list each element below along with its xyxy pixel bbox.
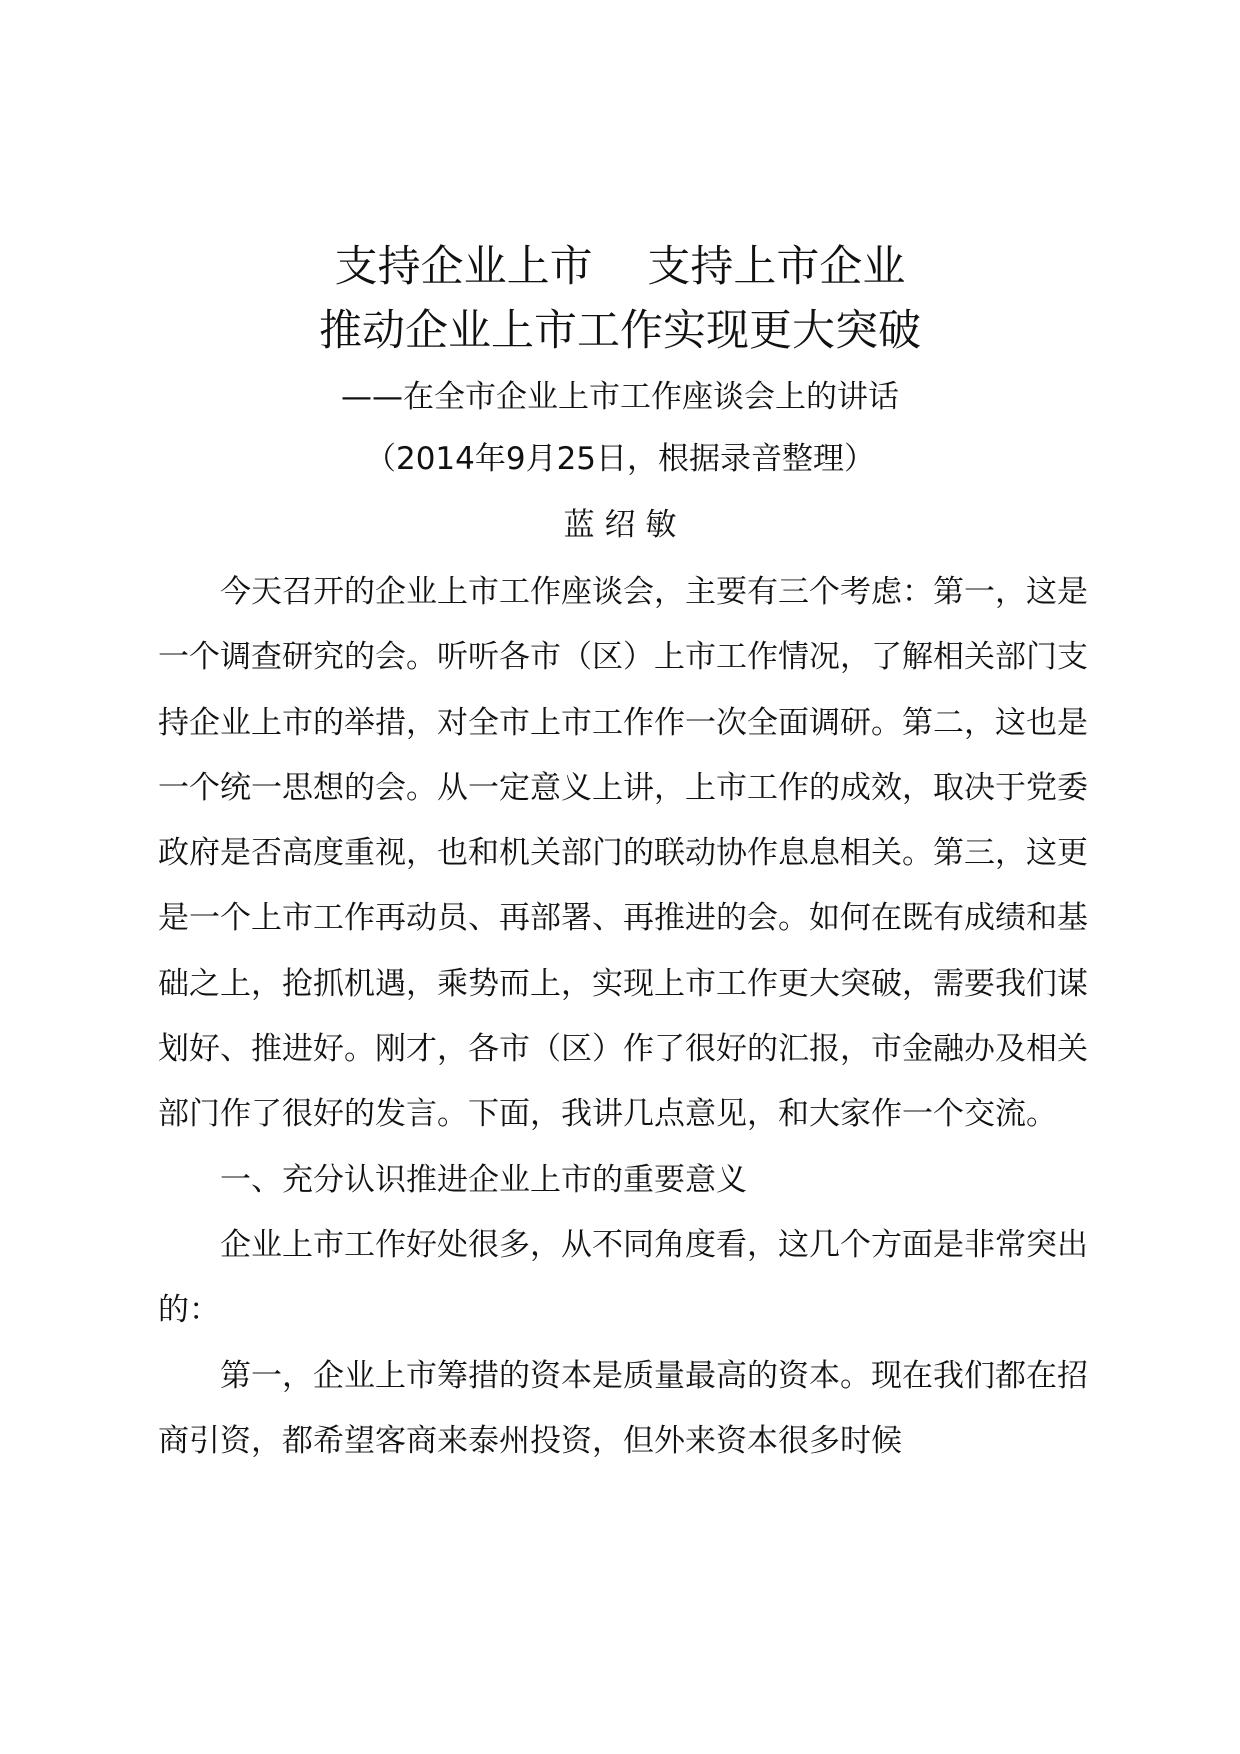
body-text [158,560,1088,1474]
paragraph-intro: 今天召开的企业上市工作座谈会，主要有三个考虑：第一，这是一个调查研究的会。听听各市（区）上市工作情况，了解相关部门支持企业上市的举措，对全市上市工作作一次全面调研。第二，这也是一个统一思想的会。从一定意义上讲，上市工作的成效，取决于党委政府是否高度重视，也和机关部门的联动协作息息相关。第三，这更是一个上市工作再动员、再部署、再推进的会。如何在既有成绩和基础之上，抢抓机遇，乘势而上，实现上市工作更大突破，需要我们谋划好、推进好。刚才，各市（区）作了很好的汇报，市金融办及相关部门作了很好的发言。下面，我讲几点意见，和大家作一个交流。 [158,574,1088,1133]
section-heading: 一、充分认识推进企业上市的重要意义 [220,1161,747,1198]
author-name: 蓝 绍 敏 [563,507,677,543]
subtitle: ——在全市企业上市工作座谈会上的讲话 [341,379,899,415]
dateline: （2014年9月25日，根据录音整理） [364,441,876,477]
title-line-2: 推动企业上市工作实现更大突破 [319,306,921,356]
paragraph-overview: 企业上市工作好处很多，从不同角度看，这几个方面是非常突出的： [158,1226,1088,1329]
title-line-1: 支持企业上市 支持上市企业 [334,242,906,292]
paragraph-first-point: 第一，企业上市筹措的资本是质量最高的资本。现在我们都在招商引资，都希望客商来泰州投资，但外来资本很多时候 [158,1357,1088,1459]
